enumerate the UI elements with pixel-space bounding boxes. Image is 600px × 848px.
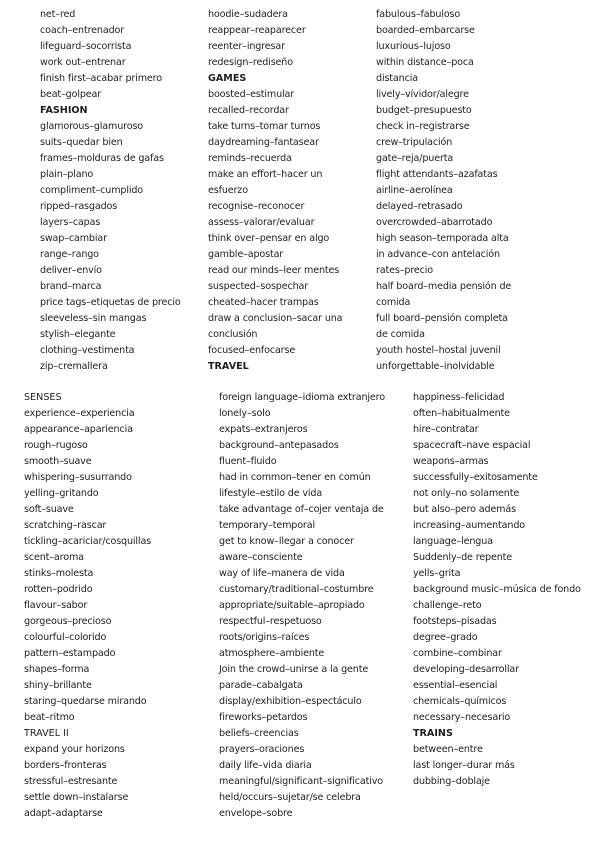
vocab-entry: successfully–exitosamente — [413, 472, 538, 483]
vocab-entry: swap–cambiar — [40, 233, 107, 244]
vocab-entry: distancia — [376, 73, 418, 84]
vocab-entry: lifeguard–socorrista — [40, 41, 132, 52]
vocab-entry: rough–rugoso — [24, 440, 88, 451]
vocab-entry: stinks–molesta — [24, 568, 94, 579]
vocab-entry: between–entre — [413, 744, 483, 755]
vocab-entry: footsteps–pisadas — [413, 616, 497, 627]
vocab-entry: make an effort–hacer un — [208, 169, 323, 180]
vocab-entry: beliefs–creencias — [219, 728, 299, 739]
vocab-entry: display/exhibition–espectáculo — [219, 696, 362, 707]
vocab-entry: lonely–solo — [219, 408, 271, 419]
vocab-entry: clothing–vestimenta — [40, 345, 135, 356]
vocab-entry: stylish–elegante — [40, 329, 116, 340]
vocab-entry: ripped–rasgados — [40, 201, 118, 212]
vocab-entry: beat–ritmo — [24, 712, 75, 723]
vocab-entry: not only–no solamente — [413, 488, 520, 499]
section-heading: GAMES — [208, 73, 247, 84]
vocab-entry: esfuerzo — [208, 185, 248, 196]
vocab-entry: frames–molduras de gafas — [40, 153, 164, 164]
vocab-column-3 — [376, 7, 511, 375]
vocab-entry: fabulous–fabuloso — [376, 9, 461, 20]
vocab-entry: within distance–poca — [376, 57, 474, 68]
vocab-entry: settle down–instalarse — [24, 792, 129, 803]
vocab-entry: draw a conclusion–sacar una — [208, 313, 343, 324]
vocab-entry: brand–marca — [40, 281, 102, 292]
vocab-entry: soft–suave — [24, 504, 74, 515]
vocab-entry: language–lengua — [413, 536, 493, 547]
vocab-entry: boosted–estimular — [208, 89, 295, 100]
vocab-entry: daydreaming–fantasear — [208, 137, 319, 148]
vocab-entry: combine–combinar — [413, 648, 502, 659]
vocab-entry: half board–media pensión de — [376, 281, 512, 292]
vocab-entry: colourful–colorido — [24, 632, 107, 643]
vocab-entry: temporary–temporal — [219, 520, 315, 531]
vocab-entry: shiny–brillante — [24, 680, 92, 691]
vocab-entry: layers–capas — [40, 217, 101, 228]
vocab-entry: full board–pensión completa — [376, 313, 508, 324]
vocab-column-4 — [24, 390, 151, 822]
vocab-entry: degree–grado — [413, 632, 478, 643]
vocab-entry: read our minds–leer mentes — [208, 265, 340, 276]
vocab-entry: last longer–durar más — [413, 760, 515, 771]
vocab-entry: dubbing–doblaje — [413, 776, 490, 787]
vocab-entry: expand your horizons — [24, 744, 125, 755]
vocab-entry: zip–cremallera — [40, 361, 108, 372]
vocab-entry: price tags–etiquetas de precio — [40, 297, 181, 308]
vocab-entry: boarded–embarcarse — [376, 25, 475, 36]
vocab-entry: meaningful/significant–significativo — [219, 776, 384, 787]
vocab-entry: aware–consciente — [219, 552, 303, 563]
vocab-entry: borders–fronteras — [24, 760, 107, 771]
vocab-entry: daily life–vida diaria — [219, 760, 312, 771]
vocab-entry: lifestyle–estilo de vida — [219, 488, 323, 499]
vocab-entry: Join the crowd–unirse a la gente — [219, 664, 369, 675]
vocab-entry: luxurious–lujoso — [376, 41, 451, 52]
vocab-entry: background–antepasados — [219, 440, 339, 451]
vocab-entry: parade–cabalgata — [219, 680, 303, 691]
vocab-entry: airline–aerolínea — [376, 185, 453, 196]
vocab-entry: chemicals–químicos — [413, 696, 507, 707]
vocab-entry: lively–vívidor/alegre — [376, 89, 469, 100]
vocab-entry: smooth–suave — [24, 456, 92, 467]
vocab-entry: range–rango — [40, 249, 99, 260]
vocab-entry: assess–valorar/evaluar — [208, 217, 315, 228]
vocab-entry: hire–contratar — [413, 424, 479, 435]
vocab-entry: essential–esencial — [413, 680, 498, 691]
section-heading: FASHION — [40, 105, 88, 116]
vocab-entry: youth hostel–hostal juvenil — [376, 345, 501, 356]
vocab-entry: appearance–apariencia — [24, 424, 133, 435]
vocab-entry: delayed–retrasado — [376, 201, 463, 212]
vocab-entry: background music–música de fondo — [413, 584, 581, 595]
vocab-entry: work out–entrenar — [40, 57, 126, 68]
vocab-entry: Suddenly–de repente — [413, 552, 513, 563]
vocab-entry: scent–aroma — [24, 552, 84, 563]
vocab-entry: flight attendants–azafatas — [376, 169, 498, 180]
vocab-entry: unforgettable–inolvidable — [376, 361, 495, 372]
vocab-entry: yells–grita — [413, 568, 461, 579]
section-heading: SENSES — [24, 392, 62, 403]
vocab-entry: coach–entrenador — [40, 25, 125, 36]
vocab-entry: in advance–con antelación — [376, 249, 500, 260]
vocab-entry: customary/traditional–costumbre — [219, 584, 374, 595]
vocab-entry: roots/origins–raíces — [219, 632, 310, 643]
vocab-entry: fluent–fluido — [219, 456, 277, 467]
vocab-entry: prayers–oraciones — [219, 744, 305, 755]
vocab-entry: comida — [376, 297, 411, 308]
vocab-entry: appropriate/suitable–apropiado — [219, 600, 365, 611]
vocab-entry: had in common–tener en común — [219, 472, 371, 483]
vocab-entry: deliver–envío — [40, 265, 102, 276]
vocab-entry: recalled–recordar — [208, 105, 289, 116]
vocab-entry: finish first–acabar primero — [40, 73, 162, 84]
vocab-entry: fireworks–petardos — [219, 712, 308, 723]
section-heading: TRAVEL — [208, 361, 249, 372]
vocab-entry: tickling–acariciar/cosquillas — [24, 536, 152, 547]
vocab-entry: get to know–llegar a conocer — [219, 536, 354, 547]
vocab-entry: reminds–recuerda — [208, 153, 292, 164]
vocab-entry: think over–pensar en algo — [208, 233, 330, 244]
vocab-entry: foreign language–idioma extranjero — [219, 392, 385, 403]
vocab-entry: often–habitualmente — [413, 408, 510, 419]
vocab-entry: gate–reja/puerta — [376, 153, 454, 164]
section-heading: TRAINS — [413, 728, 453, 739]
vocab-entry: hoodie–sudadera — [208, 9, 288, 20]
vocab-entry: shapes–forma — [24, 664, 90, 675]
vocab-entry: compliment–cumplido — [40, 185, 144, 196]
vocab-entry: increasing–aumentando — [413, 520, 525, 531]
vocab-entry: held/occurs–sujetar/se celebra — [219, 792, 361, 803]
section-heading: TRAVEL II — [24, 728, 69, 739]
vocab-entry: beat–golpear — [40, 89, 102, 100]
vocab-entry: budget–presupuesto — [376, 105, 472, 116]
vocab-entry: staring–quedarse mirando — [24, 696, 147, 707]
vocab-entry: net–red — [40, 9, 76, 20]
vocab-entry: sleeveless–sin mangas — [40, 313, 147, 324]
vocab-entry: experience–experiencia — [24, 408, 135, 419]
vocab-entry: plain–plano — [40, 169, 94, 180]
vocab-entry: necessary–necesario — [413, 712, 511, 723]
vocab-entry: reappear–reaparecer — [208, 25, 306, 36]
vocab-entry: stressful–estresante — [24, 776, 118, 787]
vocab-entry: suits–quedar bien — [40, 137, 123, 148]
vocab-entry: recognise–reconocer — [208, 201, 305, 212]
vocab-entry: happiness–felicidad — [413, 392, 505, 403]
vocab-entry: focused–enfocarse — [208, 345, 296, 356]
vocab-entry: suspected–sospechar — [208, 281, 309, 292]
vocab-entry: take advantage of–cojer ventaja de — [219, 504, 384, 515]
vocab-entry: high season–temporada alta — [376, 233, 509, 244]
vocab-entry: crew–tripulación — [376, 137, 453, 148]
vocab-entry: but also–pero además — [413, 504, 516, 515]
vocab-column-1 — [40, 7, 181, 375]
vocab-entry: scratching–rascar — [24, 520, 107, 531]
vocab-column-5 — [219, 390, 385, 822]
vocab-entry: cheated–hacer trampas — [208, 297, 319, 308]
vocab-entry: take turns–tomar turnos — [208, 121, 321, 132]
vocab-entry: redesign–rediseño — [208, 57, 293, 68]
vocab-entry: whispering–susurrando — [24, 472, 132, 483]
vocab-entry: spacecraft–nave espacial — [413, 440, 531, 451]
vocab-entry: flavour–sabor — [24, 600, 88, 611]
vocab-entry: pattern–estampado — [24, 648, 116, 659]
vocab-entry: yelling–gritando — [24, 488, 99, 499]
vocab-entry: adapt–adaptarse — [24, 808, 103, 819]
vocab-entry: atmosphere–ambiente — [219, 648, 325, 659]
vocab-entry: gorgeous–precioso — [24, 616, 112, 627]
vocab-entry: developing–desarrollar — [413, 664, 519, 675]
vocab-entry: challenge–reto — [413, 600, 482, 611]
vocab-entry: envelope–sobre — [219, 808, 293, 819]
vocab-column-6 — [413, 390, 581, 790]
vocab-entry: reenter–ingresar — [208, 41, 285, 52]
vocab-entry: conclusión — [208, 329, 258, 340]
vocab-entry: rotten–podrido — [24, 584, 93, 595]
vocab-entry: check in–registrarse — [376, 121, 470, 132]
vocab-entry: expats–extranjeros — [219, 424, 308, 435]
vocab-entry: weapons–armas — [413, 456, 489, 467]
vocab-entry: way of life–manera de vida — [219, 568, 345, 579]
vocab-entry: rates–precio — [376, 265, 434, 276]
vocab-entry: glamorous–glamuroso — [40, 121, 144, 132]
vocab-entry: gamble–apostar — [208, 249, 284, 260]
vocab-entry: respectful–respetuoso — [219, 616, 322, 627]
vocab-column-2 — [208, 7, 342, 375]
vocab-entry: overcrowded–abarrotado — [376, 217, 493, 228]
vocab-entry: de comida — [376, 329, 425, 340]
